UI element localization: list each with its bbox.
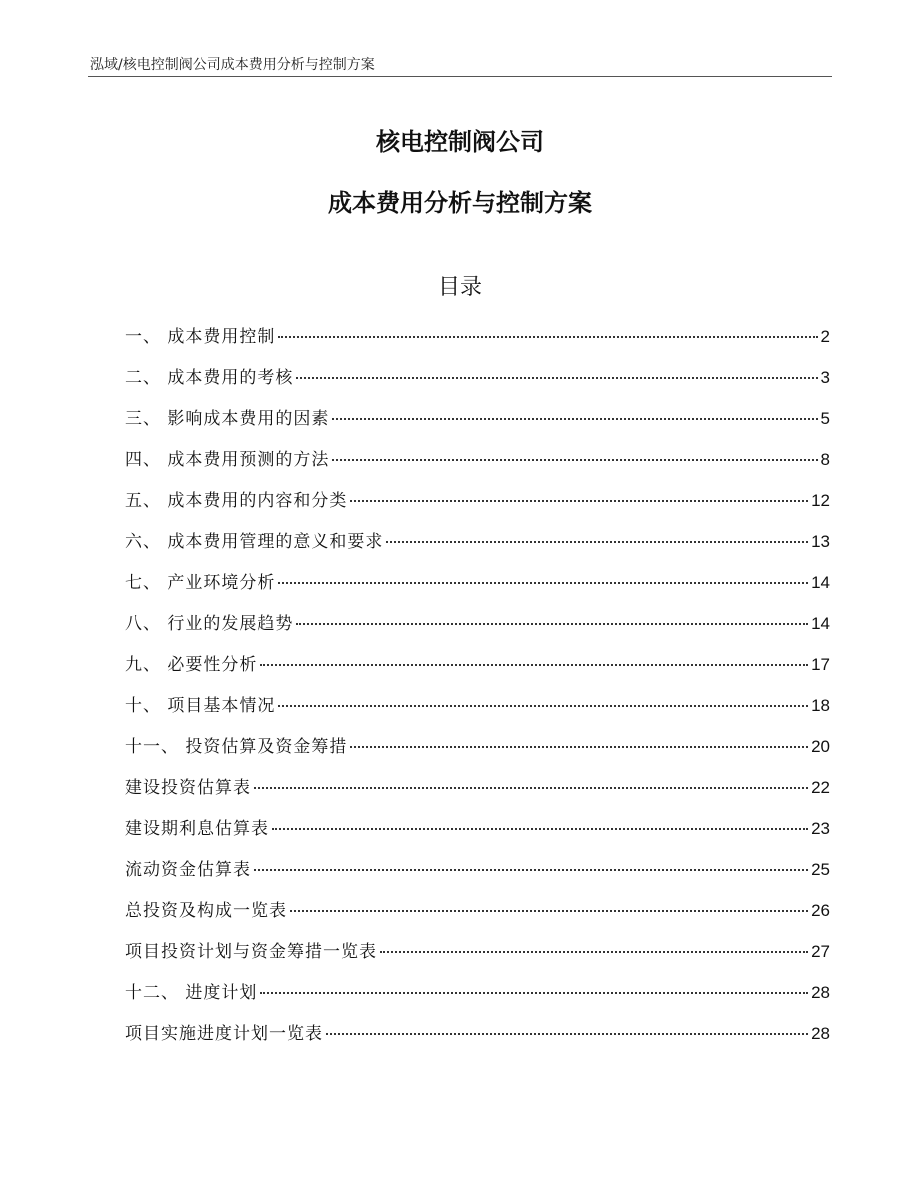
toc-entry[interactable]	[125, 568, 830, 609]
header-divider	[88, 76, 832, 77]
toc-entry-page: 23	[811, 819, 830, 838]
table-of-contents	[125, 322, 830, 1060]
toc-leader-dots	[386, 541, 808, 543]
toc-entry[interactable]	[125, 773, 830, 814]
toc-leader-dots	[278, 705, 808, 707]
toc-entry-label: 项目实施进度计划一览表	[125, 1024, 323, 1044]
toc-entry-label: 四、 成本费用预测的方法	[125, 450, 330, 470]
toc-entry[interactable]	[125, 896, 830, 937]
toc-entry-label: 九、 必要性分析	[125, 655, 258, 675]
toc-leader-dots	[296, 377, 817, 379]
toc-leader-dots	[272, 828, 808, 830]
toc-leader-dots	[332, 459, 817, 461]
toc-entry-page: 13	[811, 532, 830, 551]
toc-entry-page: 20	[811, 737, 830, 756]
toc-leader-dots	[254, 787, 808, 789]
document-title-line-2: 成本费用分析与控制方案	[328, 189, 592, 217]
toc-entry-page: 3	[820, 368, 830, 387]
toc-entry-label: 一、 成本费用控制	[125, 327, 276, 347]
toc-leader-dots	[326, 1033, 808, 1035]
toc-entry-label: 六、 成本费用管理的意义和要求	[125, 532, 384, 552]
toc-entry[interactable]	[125, 445, 830, 486]
toc-heading: 目录	[437, 275, 482, 300]
toc-entry-label: 建设期利息估算表	[125, 819, 269, 839]
toc-entry-label: 十二、 进度计划	[125, 983, 258, 1003]
toc-entry[interactable]	[125, 855, 830, 896]
toc-entry-label: 三、 影响成本费用的因素	[125, 409, 330, 429]
running-header: 泓域/核电控制阀公司成本费用分析与控制方案	[90, 57, 375, 73]
toc-entry[interactable]	[125, 363, 830, 404]
toc-entry[interactable]	[125, 978, 830, 1019]
toc-entry[interactable]	[125, 691, 830, 732]
toc-entry[interactable]	[125, 814, 830, 855]
toc-entry-page: 5	[820, 409, 830, 428]
toc-entry-page: 28	[811, 1024, 830, 1043]
toc-leader-dots	[260, 664, 808, 666]
toc-entry-label: 八、 行业的发展趋势	[125, 614, 294, 634]
toc-leader-dots	[332, 418, 817, 420]
toc-entry-page: 26	[811, 901, 830, 920]
toc-entry[interactable]	[125, 1019, 830, 1060]
toc-entry[interactable]	[125, 609, 830, 650]
toc-entry-label: 二、 成本费用的考核	[125, 368, 294, 388]
toc-entry-label: 建设投资估算表	[125, 778, 251, 798]
toc-leader-dots	[260, 992, 808, 994]
toc-leader-dots	[350, 500, 808, 502]
toc-leader-dots	[380, 951, 808, 953]
toc-leader-dots	[278, 336, 817, 338]
toc-entry-page: 14	[811, 614, 830, 633]
toc-entry-page: 17	[811, 655, 830, 674]
toc-entry-label: 流动资金估算表	[125, 860, 251, 880]
toc-entry-page: 22	[811, 778, 830, 797]
toc-leader-dots	[278, 582, 808, 584]
toc-entry-page: 2	[820, 327, 830, 346]
toc-entry[interactable]	[125, 404, 830, 445]
toc-leader-dots	[254, 869, 808, 871]
toc-entry[interactable]	[125, 732, 830, 773]
toc-entry-label: 总投资及构成一览表	[125, 901, 287, 921]
toc-entry-label: 十一、 投资估算及资金筹措	[125, 737, 348, 757]
document-title-line-1: 核电控制阀公司	[376, 128, 544, 156]
toc-entry-label: 五、 成本费用的内容和分类	[125, 491, 348, 511]
toc-entry-label: 七、 产业环境分析	[125, 573, 276, 593]
toc-entry[interactable]	[125, 650, 830, 691]
toc-entry-page: 25	[811, 860, 830, 879]
toc-entry-page: 18	[811, 696, 830, 715]
toc-entry-page: 14	[811, 573, 830, 592]
toc-entry[interactable]	[125, 527, 830, 568]
toc-entry-page: 28	[811, 983, 830, 1002]
toc-entry-page: 12	[811, 491, 830, 510]
toc-leader-dots	[350, 746, 808, 748]
toc-entry-label: 项目投资计划与资金筹措一览表	[125, 942, 377, 962]
toc-entry-label: 十、 项目基本情况	[125, 696, 276, 716]
toc-leader-dots	[290, 910, 808, 912]
toc-entry-page: 8	[820, 450, 830, 469]
toc-entry[interactable]	[125, 322, 830, 363]
toc-entry[interactable]	[125, 937, 830, 978]
toc-entry[interactable]	[125, 486, 830, 527]
toc-leader-dots	[296, 623, 808, 625]
toc-entry-page: 27	[811, 942, 830, 961]
